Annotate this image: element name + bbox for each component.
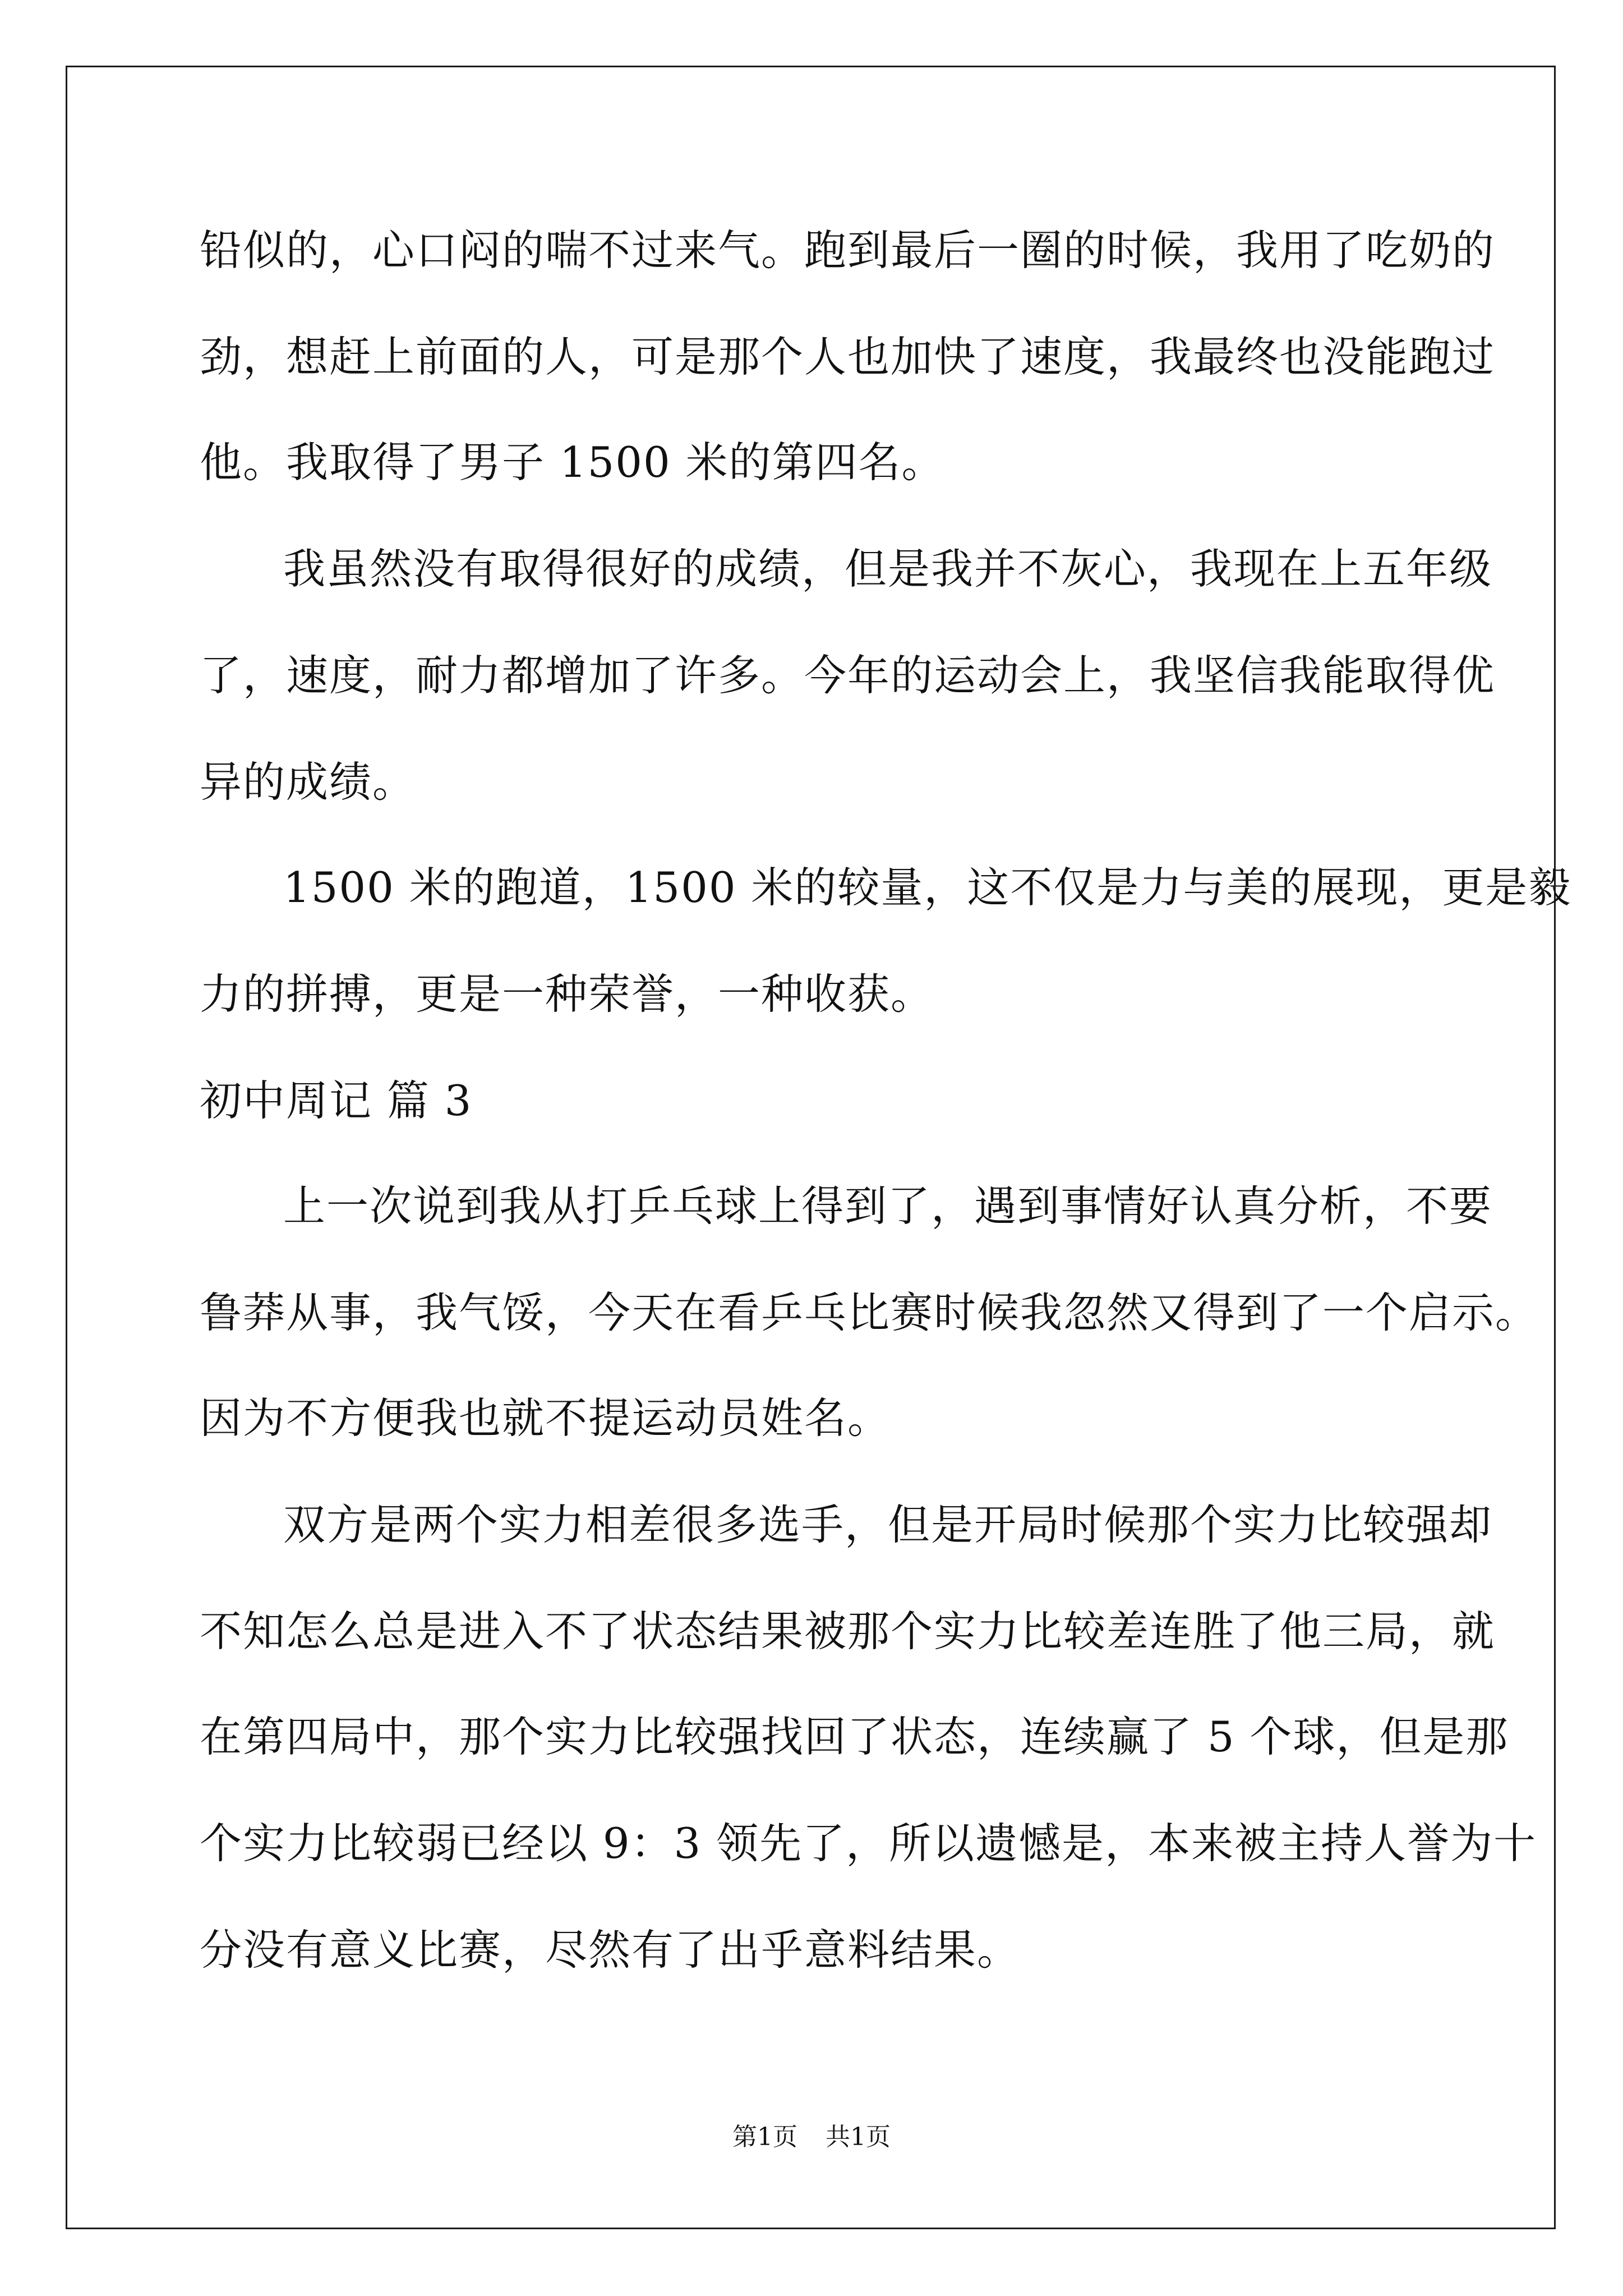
text-line: 个实力比较弱已经以 9：3 领先了，所以遗憾是，本来被主持人誉为十	[200, 1819, 1537, 1868]
text-line: 在第四局中，那个实力比较强找回了状态，连续赢了 5 个球，但是那	[200, 1712, 1509, 1761]
text-line: 异的成绩。	[200, 757, 416, 807]
text-line: 因为不方便我也就不提运动员姓名。	[200, 1393, 891, 1443]
text-line: 分没有意义比赛，尽然有了出乎意料结果。	[200, 1925, 1021, 1975]
page-total: 共1页	[826, 2123, 891, 2151]
text-line: 劲，想赶上前面的人，可是那个人也加快了速度，我最终也没能跑过	[200, 332, 1496, 381]
page-border	[66, 66, 1556, 2229]
text-line: 我虽然没有取得很好的成绩，但是我并不灰心，我现在上五年级	[283, 544, 1493, 593]
section-heading: 初中周记 篇 3	[200, 1076, 473, 1125]
text-line: 不知怎么总是进入不了状态结果被那个实力比较差连胜了他三局，就	[200, 1607, 1496, 1656]
page-number: 第1页	[732, 2123, 797, 2151]
text-line: 1500 米的跑道，1500 米的较量，这不仅是力与美的展现，更是毅	[283, 863, 1572, 912]
text-line: 铅似的，心口闷的喘不过来气。跑到最后一圈的时候，我用了吃奶的	[200, 226, 1496, 275]
text-line: 了，速度，耐力都增加了许多。今年的运动会上，我坚信我能取得优	[200, 651, 1496, 700]
text-line: 上一次说到我从打乒乓球上得到了，遇到事情好认真分析，不要	[283, 1181, 1493, 1231]
text-line: 鲁莽从事，我气馁，今天在看乒乓比赛时候我忽然又得到了一个启示。	[200, 1288, 1539, 1337]
text-line: 双方是两个实力相差很多选手，但是开局时候那个实力比较强却	[283, 1500, 1493, 1549]
text-line: 他。我取得了男子 1500 米的第四名。	[200, 438, 945, 487]
page-footer	[0, 2120, 1623, 2154]
text-line: 力的拼搏，更是一种荣誉，一种收获。	[200, 969, 934, 1019]
